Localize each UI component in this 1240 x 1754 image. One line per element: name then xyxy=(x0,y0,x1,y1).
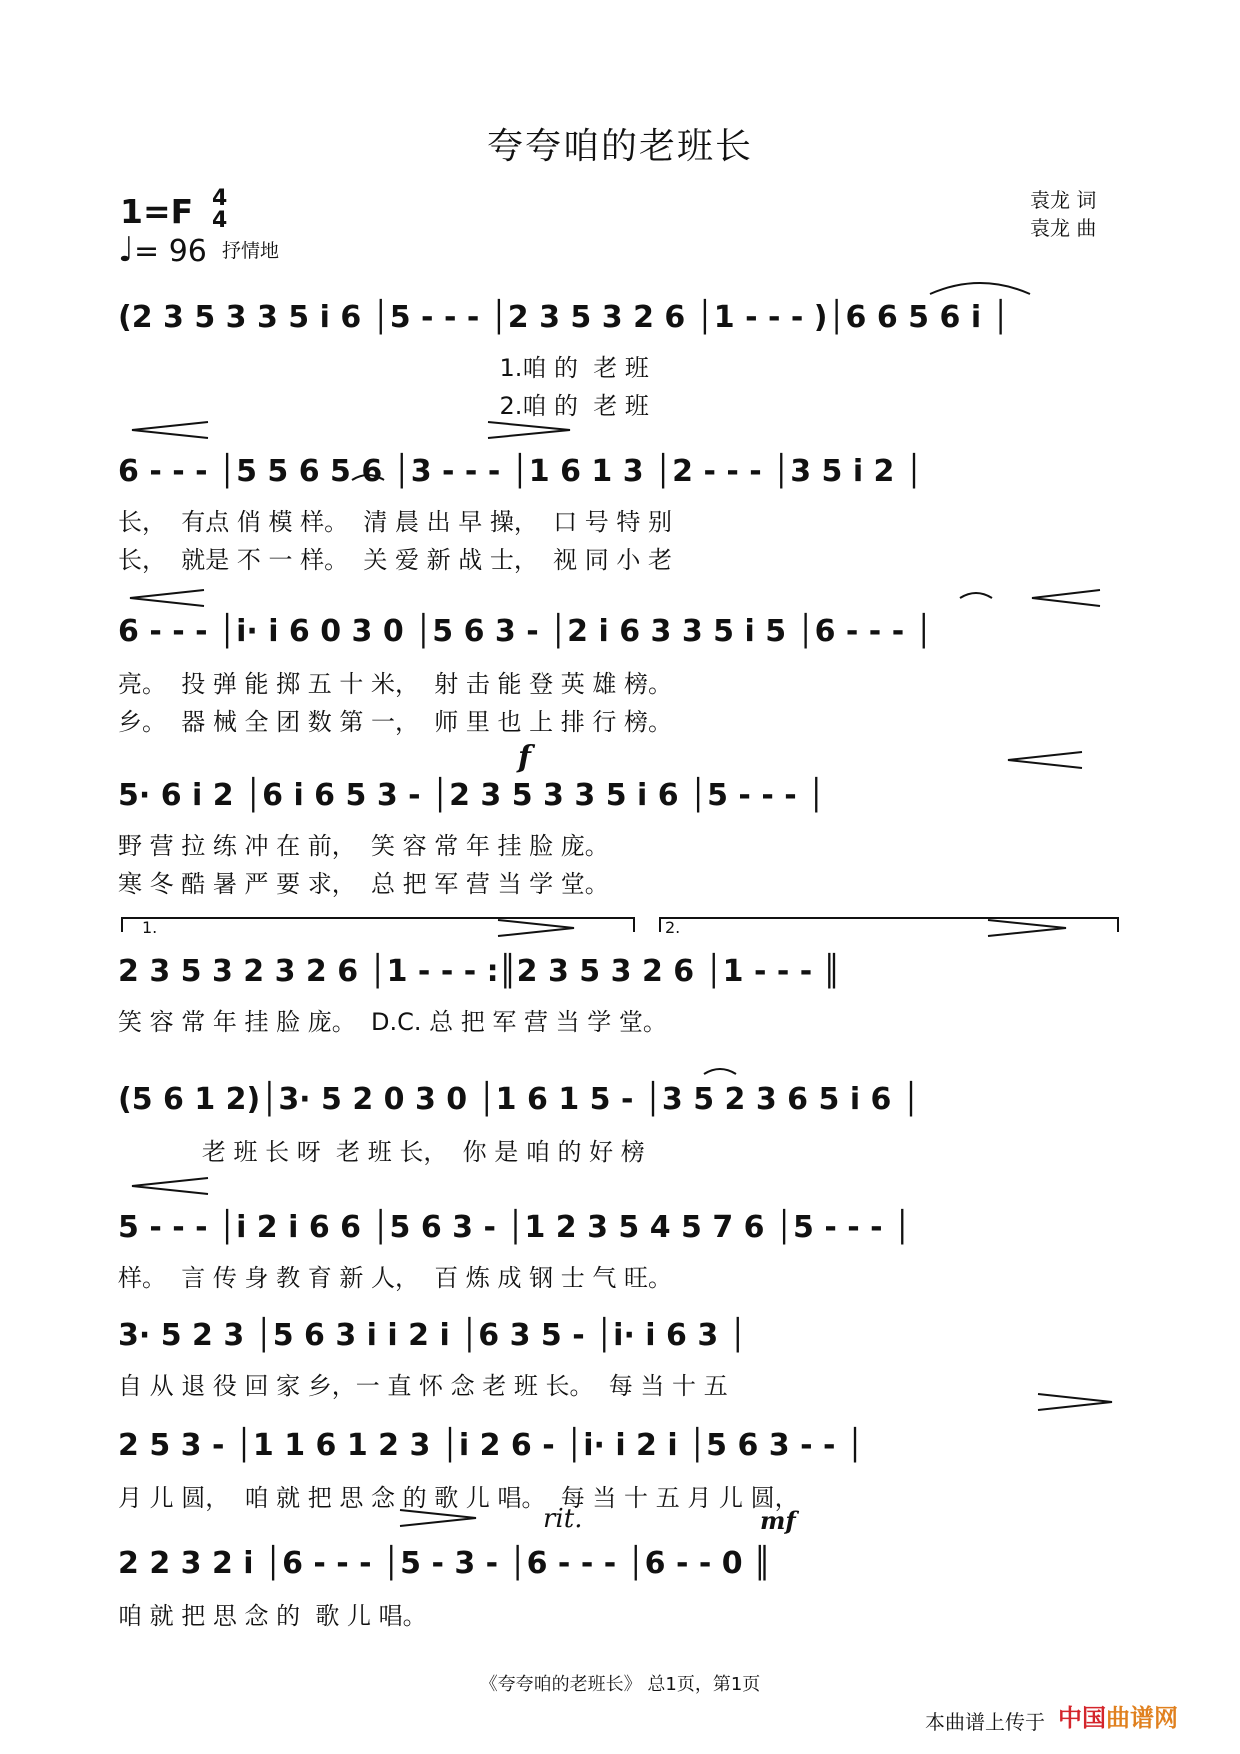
decrescendo-hairpin xyxy=(488,422,570,438)
lyrics-line-9: 月 儿 圆， 咱 就 把 思 念 的 歌 儿 唱。 每 当 十 五 月 儿 圆， xyxy=(118,1484,799,1512)
site-logo[interactable] xyxy=(1058,1698,1178,1733)
notation-line-5: 2 3 5 3 2 3 2 6 │1 - - - :║2 3 5 3 2 6 │1 - - - ║ xyxy=(118,954,841,989)
forte-mark: f xyxy=(518,740,531,775)
page-footer: 《夸夸咱的老班长》 总1页，第1页 xyxy=(479,1674,761,1695)
time-denominator: 4 xyxy=(212,208,228,233)
key-signature: 1=F xyxy=(120,192,194,231)
ritardando-mark: rit. xyxy=(543,1504,583,1534)
quarter-note-icon: ♩ xyxy=(118,230,135,270)
notation-line-8: 3· 5 2 3 │5 6 3 i i 2 i │6 3 5 - │i· i 6 3 │ xyxy=(118,1318,747,1353)
crescendo-hairpin xyxy=(1008,752,1082,768)
mezzo-forte-mark: mf xyxy=(760,1506,796,1535)
notation-line-9: 2 5 3 - │1 1 6 1 2 3 │i 2 6 - │i· i 2 i │5 6 3 - - │ xyxy=(118,1428,864,1463)
time-numerator: 4 xyxy=(212,186,228,211)
decrescendo-hairpin xyxy=(988,920,1066,936)
lyrics-line-8: 自 从 退 役 回 家 乡，一 直 怀 念 老 班 长。 每 当 十 五 xyxy=(118,1372,728,1400)
volta-1: 1. xyxy=(142,918,158,937)
lyrics-line-4a: 野 营 拉 练 冲 在 前， 笑 容 常 年 挂 脸 庞。 xyxy=(118,832,609,860)
lyrics-line-3b: 乡。 器 械 全 团 数 第 一， 师 里 也 上 排 行 榜。 xyxy=(118,708,673,736)
crescendo-hairpin xyxy=(130,590,204,606)
slur xyxy=(960,593,992,598)
slur xyxy=(704,1069,736,1074)
lyrics-line-5: 笑 容 常 年 挂 脸 庞。 D.C. 总 把 军 营 当 学 堂。 xyxy=(118,1008,667,1036)
volta-2: 2. xyxy=(665,918,681,937)
expression-mark: 抒情地 xyxy=(222,240,280,262)
notation-line-7: 5 - - - │i 2 i 6 6 │5 6 3 - │1 2 3 5 4 5 7 6 │5 - - - │ xyxy=(118,1210,912,1245)
logo-part-2: 曲谱网 xyxy=(1106,1704,1178,1732)
tempo-value: = 96 xyxy=(134,234,207,269)
lyrics-line-2b: 长， 就是 不 一 样。 关 爱 新 战 士， 视 同 小 老 xyxy=(118,546,673,574)
decrescendo-hairpin xyxy=(1038,1394,1112,1410)
notation-line-10: 2 2 3 2 i │6 - - - │5 - 3 - │6 - - - │6 - - 0 ║ xyxy=(118,1546,772,1581)
lyrics-line-3a: 亮。 投 弹 能 掷 五 十 米， 射 击 能 登 英 雄 榜。 xyxy=(118,670,673,698)
notation-line-6: (5 6 1 2)│3· 5 2 0 3 0 │1 6 1 5 - │3 5 2 3 6 5 i 6 │ xyxy=(118,1082,920,1117)
notation-line-2: 6 - - - │5 5 6 5 6 │3 - - - │1 6 1 3 │2 - - - │3 5 i 2 │ xyxy=(118,454,923,489)
lyrics-line-4b: 寒 冬 酷 暑 严 要 求， 总 把 军 营 当 学 堂。 xyxy=(118,870,609,898)
score-title: 夸夸咱的老班长 xyxy=(486,126,753,167)
lyrics-line-6: 老 班 长 呀 老 班 长， 你 是 咱 的 好 榜 xyxy=(118,1138,645,1166)
upload-note: 本曲谱上传于 xyxy=(925,1710,1045,1734)
lyrics-line-1a: 1.咱 的 老 班 xyxy=(118,354,649,382)
lyrics-line-7: 样。 言 传 身 教 育 新 人， 百 炼 成 钢 士 气 旺。 xyxy=(118,1264,673,1292)
lyrics-line-10: 咱 就 把 思 念 的 歌 儿 唱。 xyxy=(118,1602,427,1630)
notation-line-3: 6 - - - │i· i 6 0 3 0 │5 6 3 - │2 i 6 3 3 5 i 5 │6 - - - │ xyxy=(118,614,933,649)
decrescendo-hairpin xyxy=(498,920,574,936)
notation-line-1: (2 3 5 3 3 5 i 6 │5 - - - │2 3 5 3 2 6 │1 - - - )│6 6 5 6 i │ xyxy=(118,300,1010,335)
lyrics-line-1b: 2.咱 的 老 班 xyxy=(118,392,649,420)
slur xyxy=(930,283,1030,294)
lyrics-line-2a: 长， 有点 俏 模 样。 清 晨 出 早 操， 口 号 特 别 xyxy=(118,508,673,536)
lyricist: 袁龙 词 xyxy=(1030,188,1097,212)
decrescendo-hairpin xyxy=(400,1510,476,1526)
slur xyxy=(352,475,384,480)
logo-part-1: 中国 xyxy=(1058,1704,1106,1732)
crescendo-hairpin xyxy=(132,1178,208,1194)
crescendo-hairpin xyxy=(1032,590,1100,606)
notation-line-4: 5· 6 i 2 │6 i 6 5 3 - │2 3 5 3 3 5 i 6 │5 - - - │ xyxy=(118,778,826,813)
crescendo-hairpin xyxy=(132,422,208,438)
composer: 袁龙 曲 xyxy=(1030,216,1097,240)
